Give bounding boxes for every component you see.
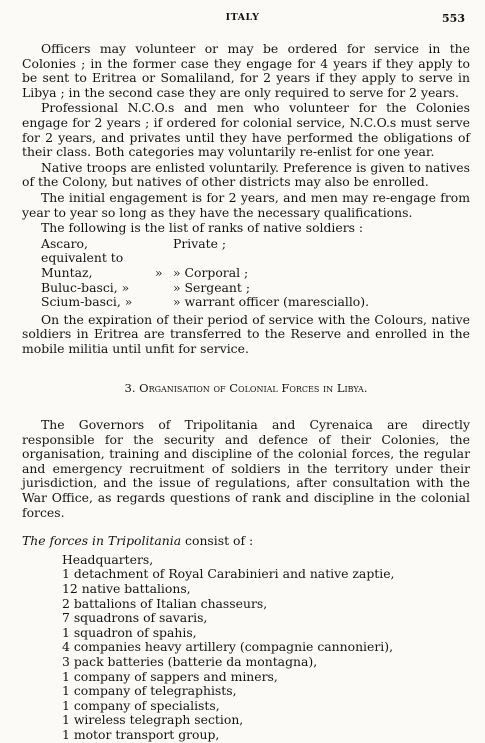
rank-name: Muntaz, — [41, 264, 93, 280]
rank-name: Ascaro, equivalent to — [41, 235, 124, 266]
forces-item: 1 detachment of Royal Carabinieri and native zaptie, — [62, 566, 395, 582]
forces-item: 1 motor transport group, — [62, 726, 220, 742]
rank-row — [41, 281, 470, 296]
rank-equivalent: » warrant officer (maresciallo). — [173, 294, 370, 310]
rank-equivalent: Private ; — [173, 235, 227, 251]
forces-item: 2 battalions of Italian chasseurs, — [62, 595, 268, 611]
forces-intro — [22, 534, 470, 549]
forces-intro-rest: consist of : — [181, 533, 254, 549]
rank-row — [41, 295, 470, 310]
forces-item: 1 company of sappers and miners, — [62, 668, 278, 684]
forces-intro-italic: The forces in Tripolitania — [22, 533, 182, 549]
forces-item: Headquarters, — [62, 551, 154, 567]
paragraph-professional-ncos: Professional N.C.O.s and men who volunteer for the Colonies engage for 2 years ; if ordered for colonial service, N.C.O.s must serve for 2 years, and privates until they have performed the obligations of their class. Both categories may voluntarily re-enlist for one year. — [22, 100, 470, 160]
rank-ditto — [155, 295, 173, 310]
rank-ditto: » — [155, 264, 163, 280]
rank-name: Buluc-basci, » — [41, 279, 130, 295]
section-heading — [22, 381, 470, 396]
section-number: 3. — [124, 381, 136, 396]
rank-equivalent: » Sergeant ; — [173, 279, 250, 295]
paragraph-initial-engagement: The initial engagement is for 2 years, and men may re-engage from year to year so long as they have the necessary qualifications. — [22, 189, 470, 220]
paragraph-ranks-intro: The following is the list of ranks of native soldiers : — [41, 220, 364, 236]
forces-list — [62, 553, 470, 743]
ranks-list — [41, 237, 470, 310]
forces-item: 3 pack batteries (batterie da montagna), — [62, 653, 318, 669]
rank-row — [41, 237, 470, 266]
forces-item: 1 company of specialists, — [62, 697, 220, 713]
page-number: 553 — [442, 12, 465, 25]
rank-ditto — [155, 281, 173, 296]
forces-item: 1 company of telegraphists, — [62, 683, 237, 699]
page-body — [22, 42, 470, 743]
forces-item: 1 wireless telegraph section, — [62, 712, 244, 728]
rank-ditto — [155, 237, 173, 266]
page-header — [0, 12, 485, 26]
paragraph-governors: The Governors of Tripolitania and Cyrenaica are directly responsible for the security and defence of their Colonies, the organisation, training and discipline of the colonial forces, the regular and emergency recruitment of soldiers in the territory under their jurisdiction, and the issue of regulations, after consultation with the War Office, as regards questions of rank and discipline in the colonial forces. — [22, 417, 470, 520]
paragraph-native-troops: Native troops are enlisted voluntarily. Preference is given to natives of the Colony, but natives of other districts may also be enrolled. — [22, 159, 470, 190]
paragraph-officers: Officers may volunteer or may be ordered for service in the Colonies ; in the former case they engage for 4 years if they apply to be sent to Eritrea or Somaliland, for 2 years if they apply to serve in Libya ; in the second case they are only required to serve for 2 years. — [22, 41, 470, 100]
rank-name: Scium-basci, » — [41, 294, 133, 310]
paragraph-expiration: On the expiration of their period of service with the Colours, native soldiers in Eritrea are transferred to the Reserve and enrolled in the mobile militia until unfit for service. — [22, 311, 470, 356]
rank-equivalent: » Corporal ; — [173, 264, 249, 280]
section-title: Organisation of Colonial Forces in Libya. — [139, 381, 368, 396]
forces-item: 7 squadrons of savaris, — [62, 610, 208, 626]
forces-item: 1 squadron of spahis, — [62, 624, 197, 640]
rank-row — [41, 266, 470, 281]
forces-item: 12 native battalions, — [62, 581, 191, 596]
running-head: ITALY — [225, 12, 260, 23]
forces-item: 4 companies heavy artillery (compagnie cannonieri), — [62, 639, 394, 655]
